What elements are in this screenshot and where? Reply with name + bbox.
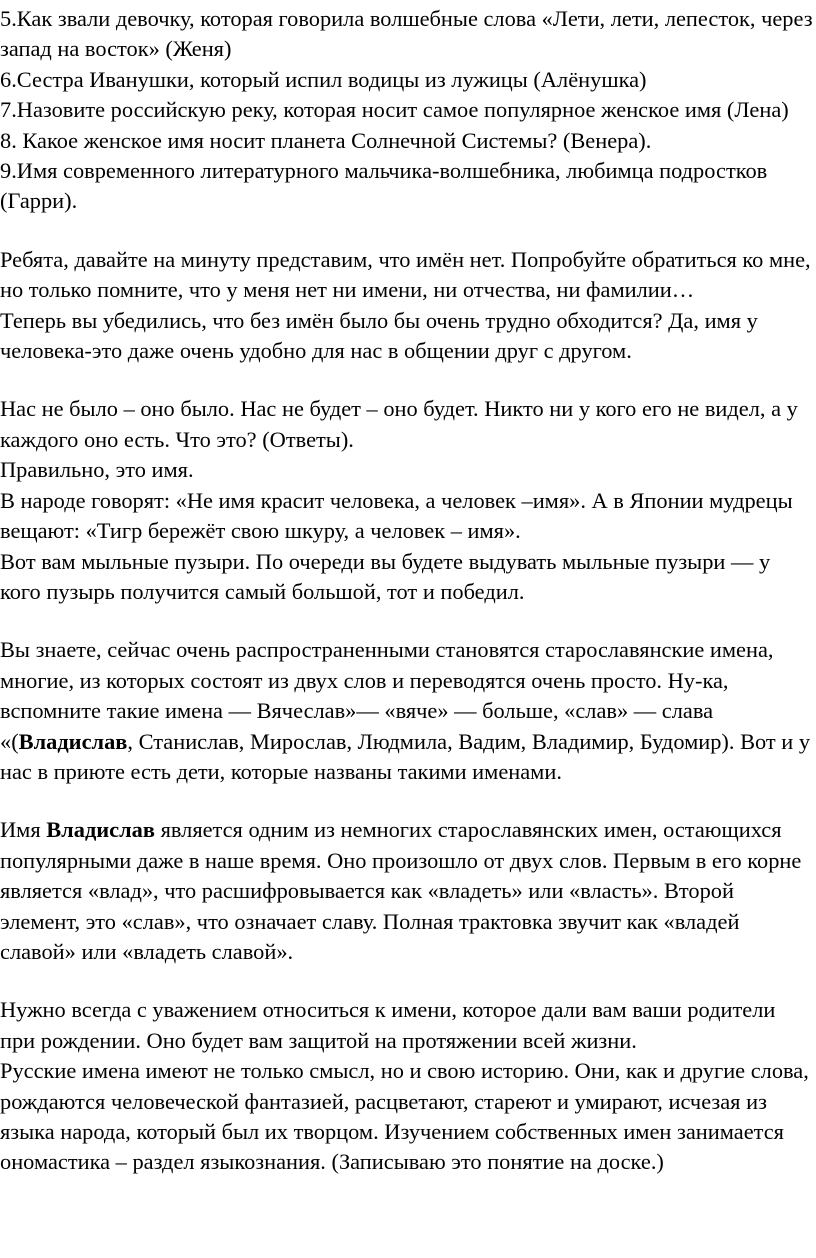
quiz-question-7: 7.Назовите российскую реку, которая носит самое популярное женское имя (Лена) xyxy=(0,97,789,123)
quiz-question-6: 6.Сестра Иванушки, который испил водицы из лужицы (Алёнушка) xyxy=(0,66,647,92)
riddle-answer: Правильно, это имя. xyxy=(0,457,194,483)
old-slavic-names-paragraph xyxy=(0,635,816,787)
proverbs-paragraph: В народе говорят: «Не имя красит человека, а человек –имя». А в Японии мудрецы вещают: «Тигр бережёт свою шкуру, а человек – имя». xyxy=(0,487,793,544)
respect-name-paragraph: Нужно всегда с уважением относиться к имени, которое дали вам ваши родители при рождении. Оно будет вам защитой на протяжении всей жизни. xyxy=(0,997,776,1053)
vladislav-bold-name: Владислав xyxy=(46,817,155,843)
old-slavic-text-end: , Станислав, Мирослав, Людмила, Вадим, Владимир, Будомир). Вот и у нас в приюте есть дети, которые названы такими именами. xyxy=(0,728,811,784)
old-slavic-text-start: Вы знаете, сейчас очень распространенными становятся старославянские имена, многие, из которых состоят из двух слов и переводятся очень просто. Ну-ка, вспомните такие имена — Вячеслав»— «вяче» — больше, «слав» — слава «( xyxy=(0,637,774,754)
soap-bubbles-paragraph: Вот вам мыльные пузыри. По очереди вы будете выдувать мыльные пузыри — у кого пузырь получится самый большой, тот и победил. xyxy=(0,548,771,604)
names-convenience-paragraph: Теперь вы убедились, что без имён было бы очень трудно обходится? Да, имя у человека-это даже очень удобно для нас в общении друг с другом. xyxy=(0,307,758,364)
no-names-paragraph: Ребята, давайте на минуту представим, что имён нет. Попробуйте обратиться ко мне, но только помните, что у меня нет ни имени, ни отчества, ни фамилии… xyxy=(0,246,811,303)
quiz-questions-block xyxy=(0,4,816,217)
paragraph-gap xyxy=(0,366,816,394)
paragraph-gap xyxy=(0,967,816,995)
vladislav-meaning-paragraph xyxy=(0,815,816,967)
paragraph-gap xyxy=(0,607,816,635)
riddle-block xyxy=(0,394,816,607)
paragraph-gap xyxy=(0,787,816,815)
quiz-question-9: 9.Имя современного литературного мальчика-волшебника, любимца подростков (Гарри). xyxy=(0,158,768,214)
paragraph-gap xyxy=(0,217,816,245)
quiz-question-5: 5.Как звали девочку, которая говорила волшебные слова «Лети, лети, лепесток, через запад на восток» (Женя) xyxy=(0,6,813,62)
vladislav-text-end: является одним из немногих старославянских имен, остающихся популярными даже в наше время. Оно произошло от двух слов. Первым в его корне является «влад», что расшифровывается как «владеть» или «власть». Второй элемент, это «слав», что означает славу. Полная трактовка звучит как «владей славой» или «владеть славой». xyxy=(0,817,802,964)
vladislav-text-start: Имя xyxy=(0,817,47,843)
respect-names-block xyxy=(0,995,816,1177)
no-names-block xyxy=(0,245,816,367)
vladislav-bold-name: Владислав xyxy=(18,728,128,754)
quiz-question-8: 8. Какое женское имя носит планета Солнечной Системы? (Венера). xyxy=(0,127,652,153)
onomastics-paragraph: Русские имена имеют не только смысл, но и свою историю. Они, как и другие слова, рождаются человеческой фантазией, расцветают, стареют и умирают, исчезая из языка народа, который был их творцом. Изучением собственных имен занимается ономастика – раздел языкознания. (Записываю это понятие на доске.) xyxy=(0,1058,809,1175)
riddle-paragraph: Нас не было – оно было. Нас не будет – оно будет. Никто ни у кого его не видел, а у каждого оно есть. Что это? (Ответы). xyxy=(0,396,798,452)
